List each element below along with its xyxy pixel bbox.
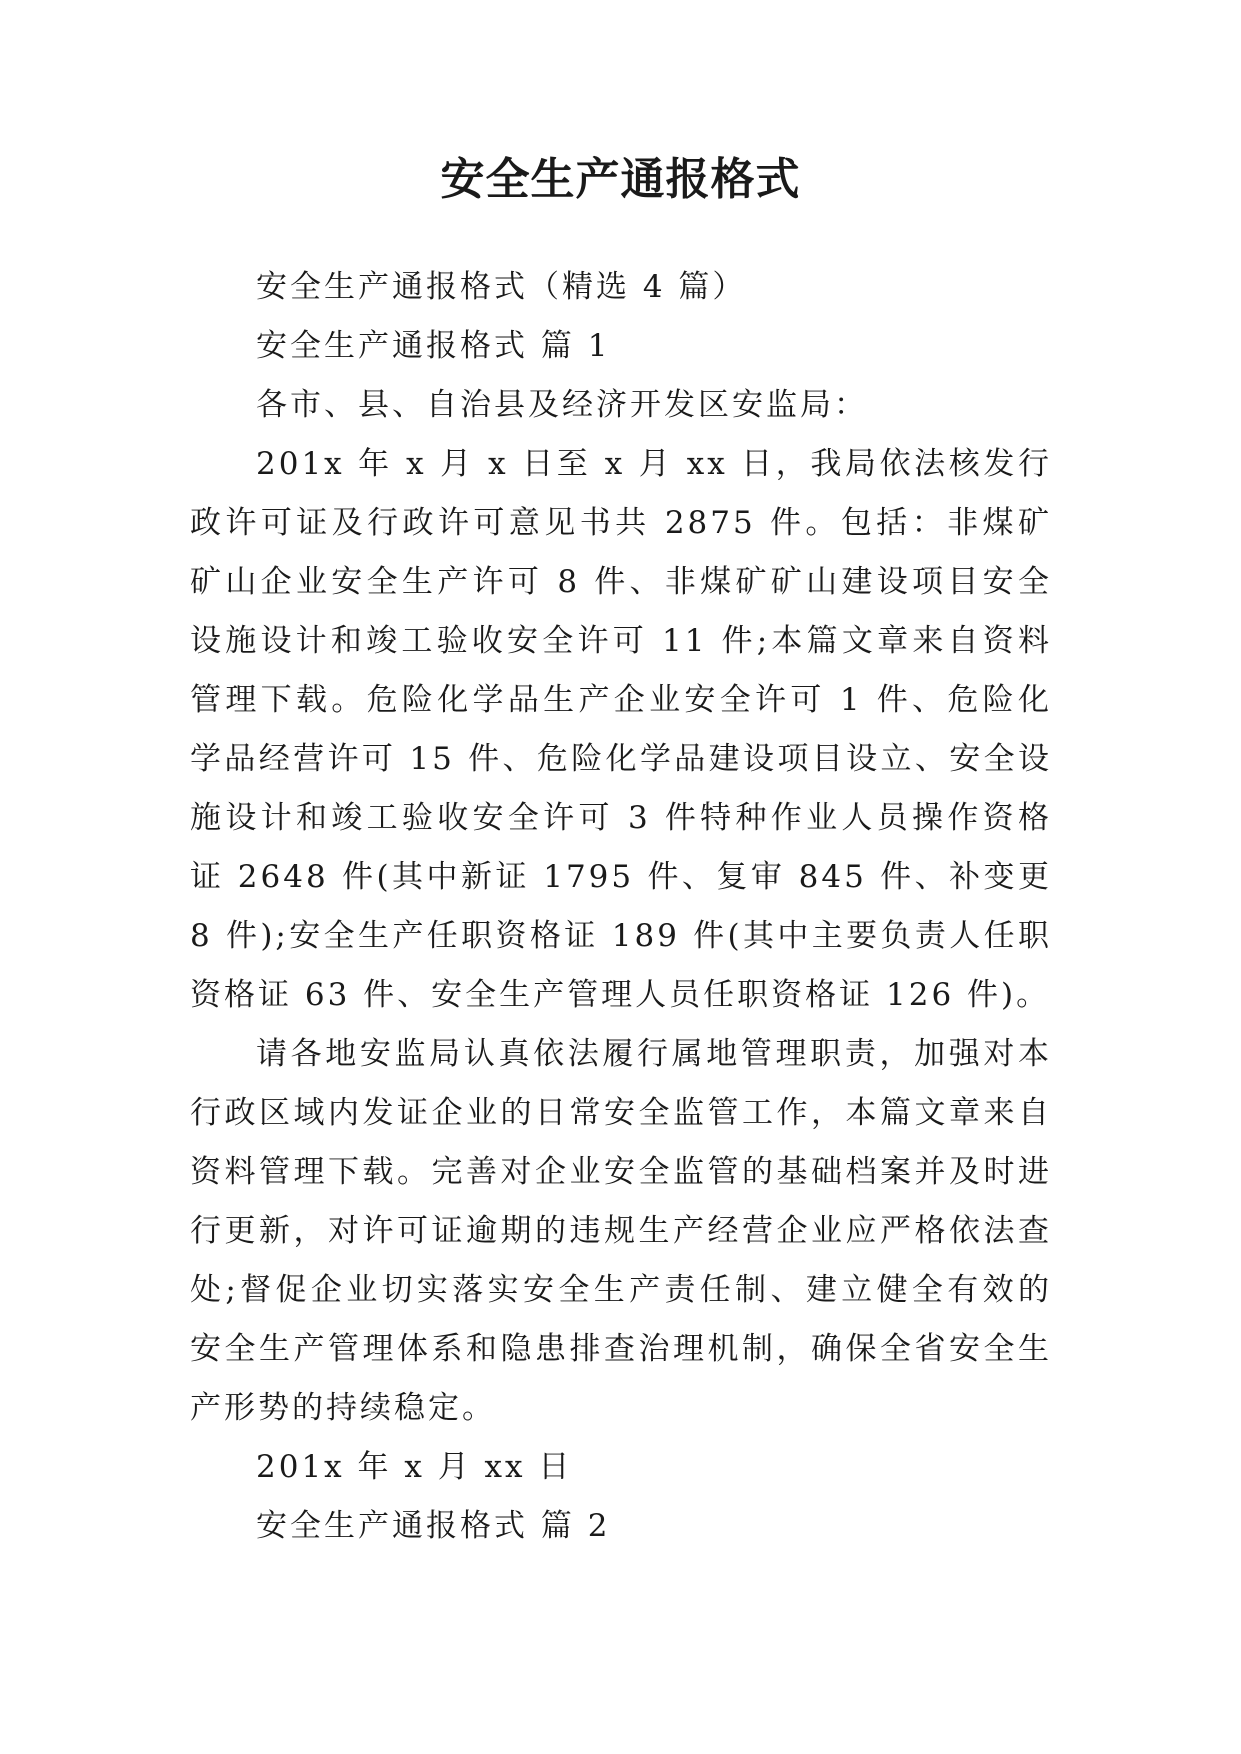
section-heading: 安全生产通报格式 篇 1 bbox=[256, 328, 611, 364]
salutation: 各市、县、自治县及经济开发区安监局： bbox=[256, 387, 868, 423]
document-body bbox=[190, 258, 1052, 1556]
date-line: 201x 年 x 月 xx 日 bbox=[256, 1449, 573, 1485]
body-paragraph: 201x 年 x 月 x 日至 x 月 xx 日，我局依法核发行政许可证及行政许可意见书共 2875 件。包括：非煤矿矿山企业安全生产许可 8 件、非煤矿矿山建设项目安全设施设计和竣工验收安全许可 11 件;本篇文章来自资料管理下载。危险化学品生产企业安全许可 1 件、危险化学品经营许可 15 件、危险化学品建设项目设立、安全设施设计和竣工验收安全许可 3 件特种作业人员操作资格证 2648 件(其中新证 1795 件、复审 845 件、补变更 8 件);安全生产任职资格证 189 件(其中主要负责人任职资格证 63 件、安全生产管理人员任职资格证 126 件)。 bbox=[190, 446, 1052, 1013]
body-paragraph: 请各地安监局认真依法履行属地管理职责，加强对本行政区域内发证企业的日常安全监管工作，本篇文章来自资料管理下载。完善对企业安全监管的基础档案并及时进行更新，对许可证逾期的违规生产经营企业应严格依法查处;督促企业切实落实安全生产责任制、建立健全有效的安全生产管理体系和隐患排查治理机制，确保全省安全生产形势的持续稳定。 bbox=[190, 1036, 1052, 1426]
section-heading: 安全生产通报格式 篇 2 bbox=[256, 1508, 611, 1544]
document-title: 安全生产通报格式 bbox=[440, 154, 801, 205]
subtitle-line: 安全生产通报格式（精选 4 篇） bbox=[256, 269, 747, 305]
